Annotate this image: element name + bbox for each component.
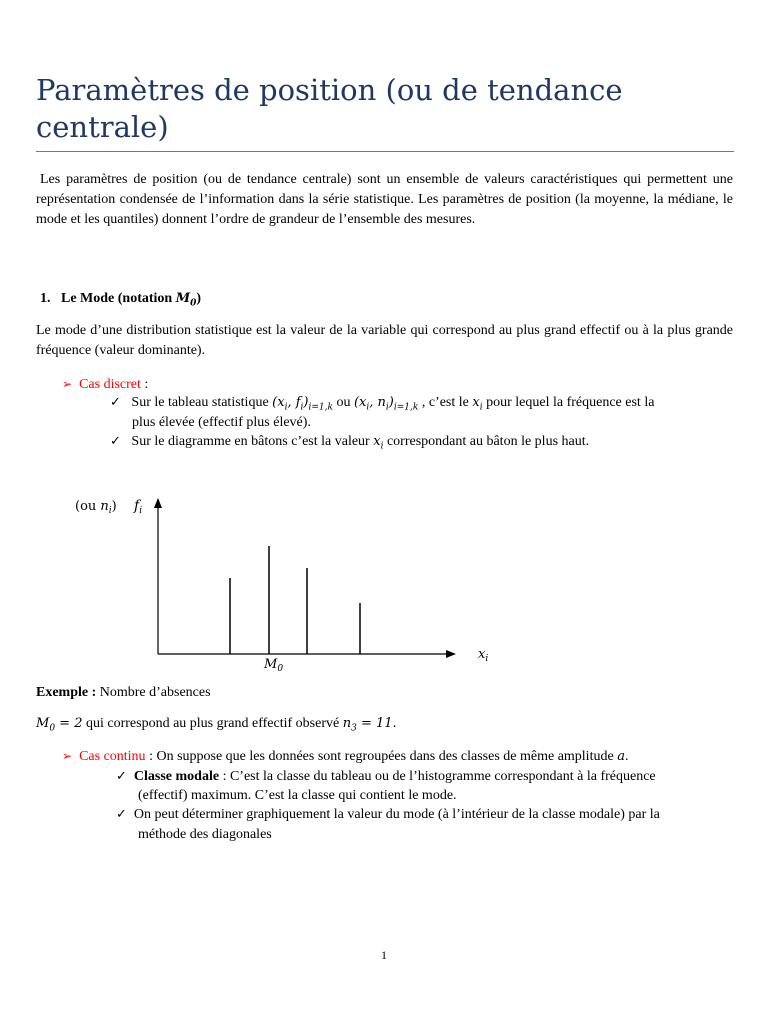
intro-paragraph: Les paramètres de position (ou de tendance centrale) sont un ensemble de valeurs caractéristiques qui permettent une représentation condensée de l’information dans la série statistique. Les paramètres de position (la moyenne, la médiane, le mode et les quantiles) donnent l’ordre de grandeur de l’ensemble des mesures. xyxy=(36,172,733,227)
example-line xyxy=(36,683,211,703)
section-number: 1. xyxy=(40,291,51,306)
mode-label: $M_0$ xyxy=(264,657,284,674)
case-continuous-line: ➢ Cas continu : On suppose que les données sont regroupées dans des classes de même amplitude a. xyxy=(62,749,629,764)
modal-class-label: Classe modale xyxy=(133,769,220,784)
bar-diagram xyxy=(0,480,768,680)
check-icon: ✓ xyxy=(110,434,121,449)
case-discrete-line: ➢ Cas discret : xyxy=(62,377,149,392)
continuous-bullet-2-cont: méthode des diagonales xyxy=(138,827,272,842)
continuous-bullet-1: ✓ Classe modale : C’est la classe du tableau ou de l’histogramme correspondant à la fréquence xyxy=(116,769,656,784)
section-heading-mode: 1. Le Mode (notation $M_0$) xyxy=(40,291,202,309)
mode-symbol: $M_0$ xyxy=(175,291,197,309)
example-label: Exemple : xyxy=(36,685,97,700)
discrete-bullet-1-cont: plus élevée (effectif plus élevé). xyxy=(132,415,311,430)
x-axis-label: $x_i$ xyxy=(478,647,489,664)
check-icon: ✓ xyxy=(110,395,121,410)
example-text: Nombre d’absences xyxy=(99,685,211,700)
arrow-bullet-icon: ➢ xyxy=(62,377,73,391)
mode-definition: Le mode d’une distribution statistique est la valeur de la variable qui correspond au plus grand effectif ou à la plus grande fréquence (valeur dominante). xyxy=(36,323,733,358)
case-discrete-label: Cas discret xyxy=(79,377,141,392)
example-result: $M_0 = 2$ qui correspond au plus grand effectif observé $n_3 = 11$. xyxy=(36,716,397,734)
case-continuous-label: Cas continu xyxy=(79,749,146,764)
y-axis-arrow-icon xyxy=(154,498,162,508)
y-axis-alt-label: (ou $n_i$) xyxy=(75,499,117,516)
section-title: Le Mode (notation xyxy=(61,291,173,306)
title-divider xyxy=(36,151,734,152)
discrete-bullet-2: ✓ Sur le diagramme en bâtons c’est la valeur $x_i$ correspondant au bâton le plus haut. xyxy=(110,434,590,452)
discrete-bullet-1: ✓ Sur le tableau statistique ($x_i$, $f_i)_{i=1,k}$ ou ($x_i$, $n_i)_{i=1,k}$ , c’est le $x_i$ pour lequel la fréquence est la xyxy=(110,395,655,413)
page-number: 1 xyxy=(381,948,387,962)
check-icon: ✓ xyxy=(116,807,127,822)
check-icon: ✓ xyxy=(116,769,127,784)
page-title: Paramètres de position (ou de tendance centrale) xyxy=(36,73,623,144)
x-axis-arrow-icon xyxy=(446,650,456,658)
continuous-bullet-1-cont: (effectif) maximum. C’est la classe qui contient le mode. xyxy=(138,788,457,803)
y-axis-label: $f_i$ xyxy=(134,498,143,516)
arrow-bullet-icon: ➢ xyxy=(62,749,73,763)
continuous-bullet-2: ✓ On peut déterminer graphiquement la valeur du mode (à l’intérieur de la classe modale) par la xyxy=(116,807,660,822)
